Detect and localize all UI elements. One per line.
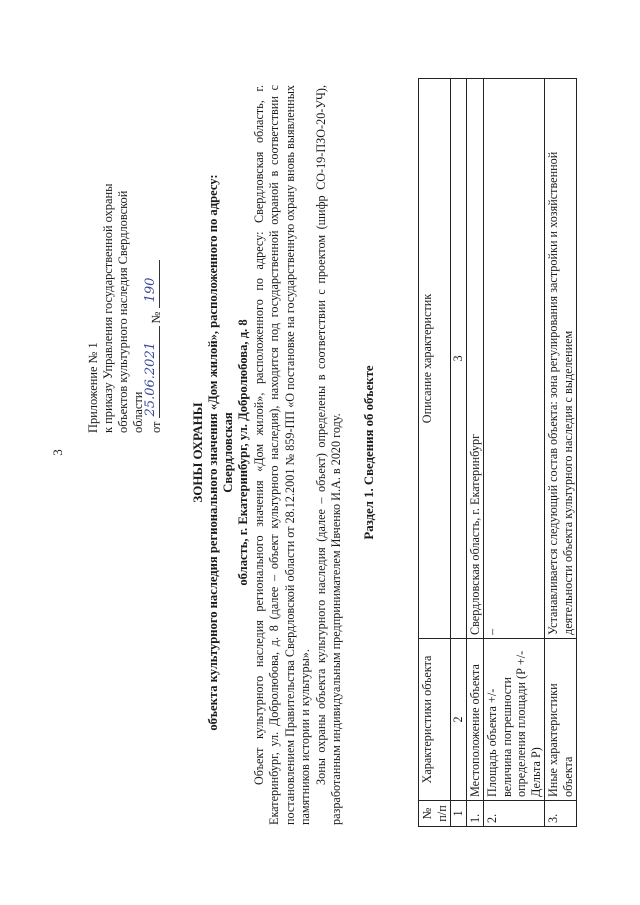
date-underline xyxy=(143,326,160,418)
section-title: Раздел 1. Сведения об объекте xyxy=(362,365,376,540)
header-cell: Характеристики объекта xyxy=(419,639,451,801)
table-row xyxy=(466,79,484,827)
appendix-line: области xyxy=(131,391,145,433)
table-row xyxy=(545,79,577,827)
number-underline xyxy=(143,260,160,308)
appendix-line: объектов культурного наследия Свердловской xyxy=(116,190,130,433)
document-subtitle xyxy=(206,140,251,765)
handwritten-date: 25.06.2021 xyxy=(143,342,158,417)
body-text xyxy=(252,85,344,825)
appendix-block xyxy=(86,168,164,433)
column-number-cell: 3 xyxy=(451,79,467,639)
appendix-line: Приложение № 1 xyxy=(86,342,100,433)
info-table xyxy=(418,78,577,827)
table-header-row xyxy=(419,79,451,827)
characteristic-cell: Площадь объекта +/- величина погрешности определения площади (Р +/- Дельта Р) xyxy=(484,639,545,801)
description-cell: Устанавливается следующий состав объекта: зона регулирования застройки и хозяйственной деятельности объекта культурного наследия с выделением xyxy=(545,79,577,639)
number-prefix: № xyxy=(149,311,163,324)
document-heading: ЗОНЫ ОХРАНЫ xyxy=(190,402,205,503)
characteristic-cell: Иные характеристики объекта xyxy=(545,639,577,801)
subtitle-line: область, г. Екатеринбург, ул. Добролюбова, д. 8 xyxy=(236,319,250,586)
column-number-cell: 1 xyxy=(451,801,467,827)
table-row xyxy=(484,79,545,827)
row-number-cell: 1. xyxy=(466,801,484,827)
characteristic-cell: Местоположение объекта xyxy=(466,639,484,801)
column-number-cell: 2 xyxy=(451,639,467,801)
row-number-cell: 2. xyxy=(484,801,545,827)
row-number-cell: 3. xyxy=(545,801,577,827)
handwritten-number: 190 xyxy=(143,277,158,303)
description-cell: – xyxy=(484,79,545,639)
page-number: 3 xyxy=(50,449,65,456)
appendix-date-line xyxy=(143,168,164,433)
table-column-number-row xyxy=(451,79,467,827)
date-prefix: от xyxy=(149,421,163,433)
subtitle-line: объекта культурного наследия регионального значения «Дом жилой», расположенного по адресу: Свердловская xyxy=(206,174,235,731)
paragraph: Объект культурного наследия регионального значения «Дом жилой», расположенного по адресу: Свердловская область, г. Екатеринбург, ул. Добролюбова, д. 8 (далее – объект культурного наследия), находится под государственной охраной в соответствии с постановлением Правительства Свердловской области от 28.12.2001 № 859-ПП «О постановке на государственную охрану вновь выявленных памятников истории и культуры». xyxy=(252,85,313,825)
header-cell: Описание характеристик xyxy=(419,79,451,639)
description-cell: Свердловская область, г. Екатеринбург xyxy=(466,79,484,639)
appendix-line: к приказу Управления государственной охраны xyxy=(101,183,115,433)
header-cell: № п/п xyxy=(419,801,451,827)
paragraph: Зоны охраны объекта культурного наследия (далее – объект) определены в соответствии с проектом (шифр СО-19-ПЗО-20-УЧ), разработанным индивидуальным предпринимателем Ивченко И.А. в 2020 году. xyxy=(313,85,344,825)
